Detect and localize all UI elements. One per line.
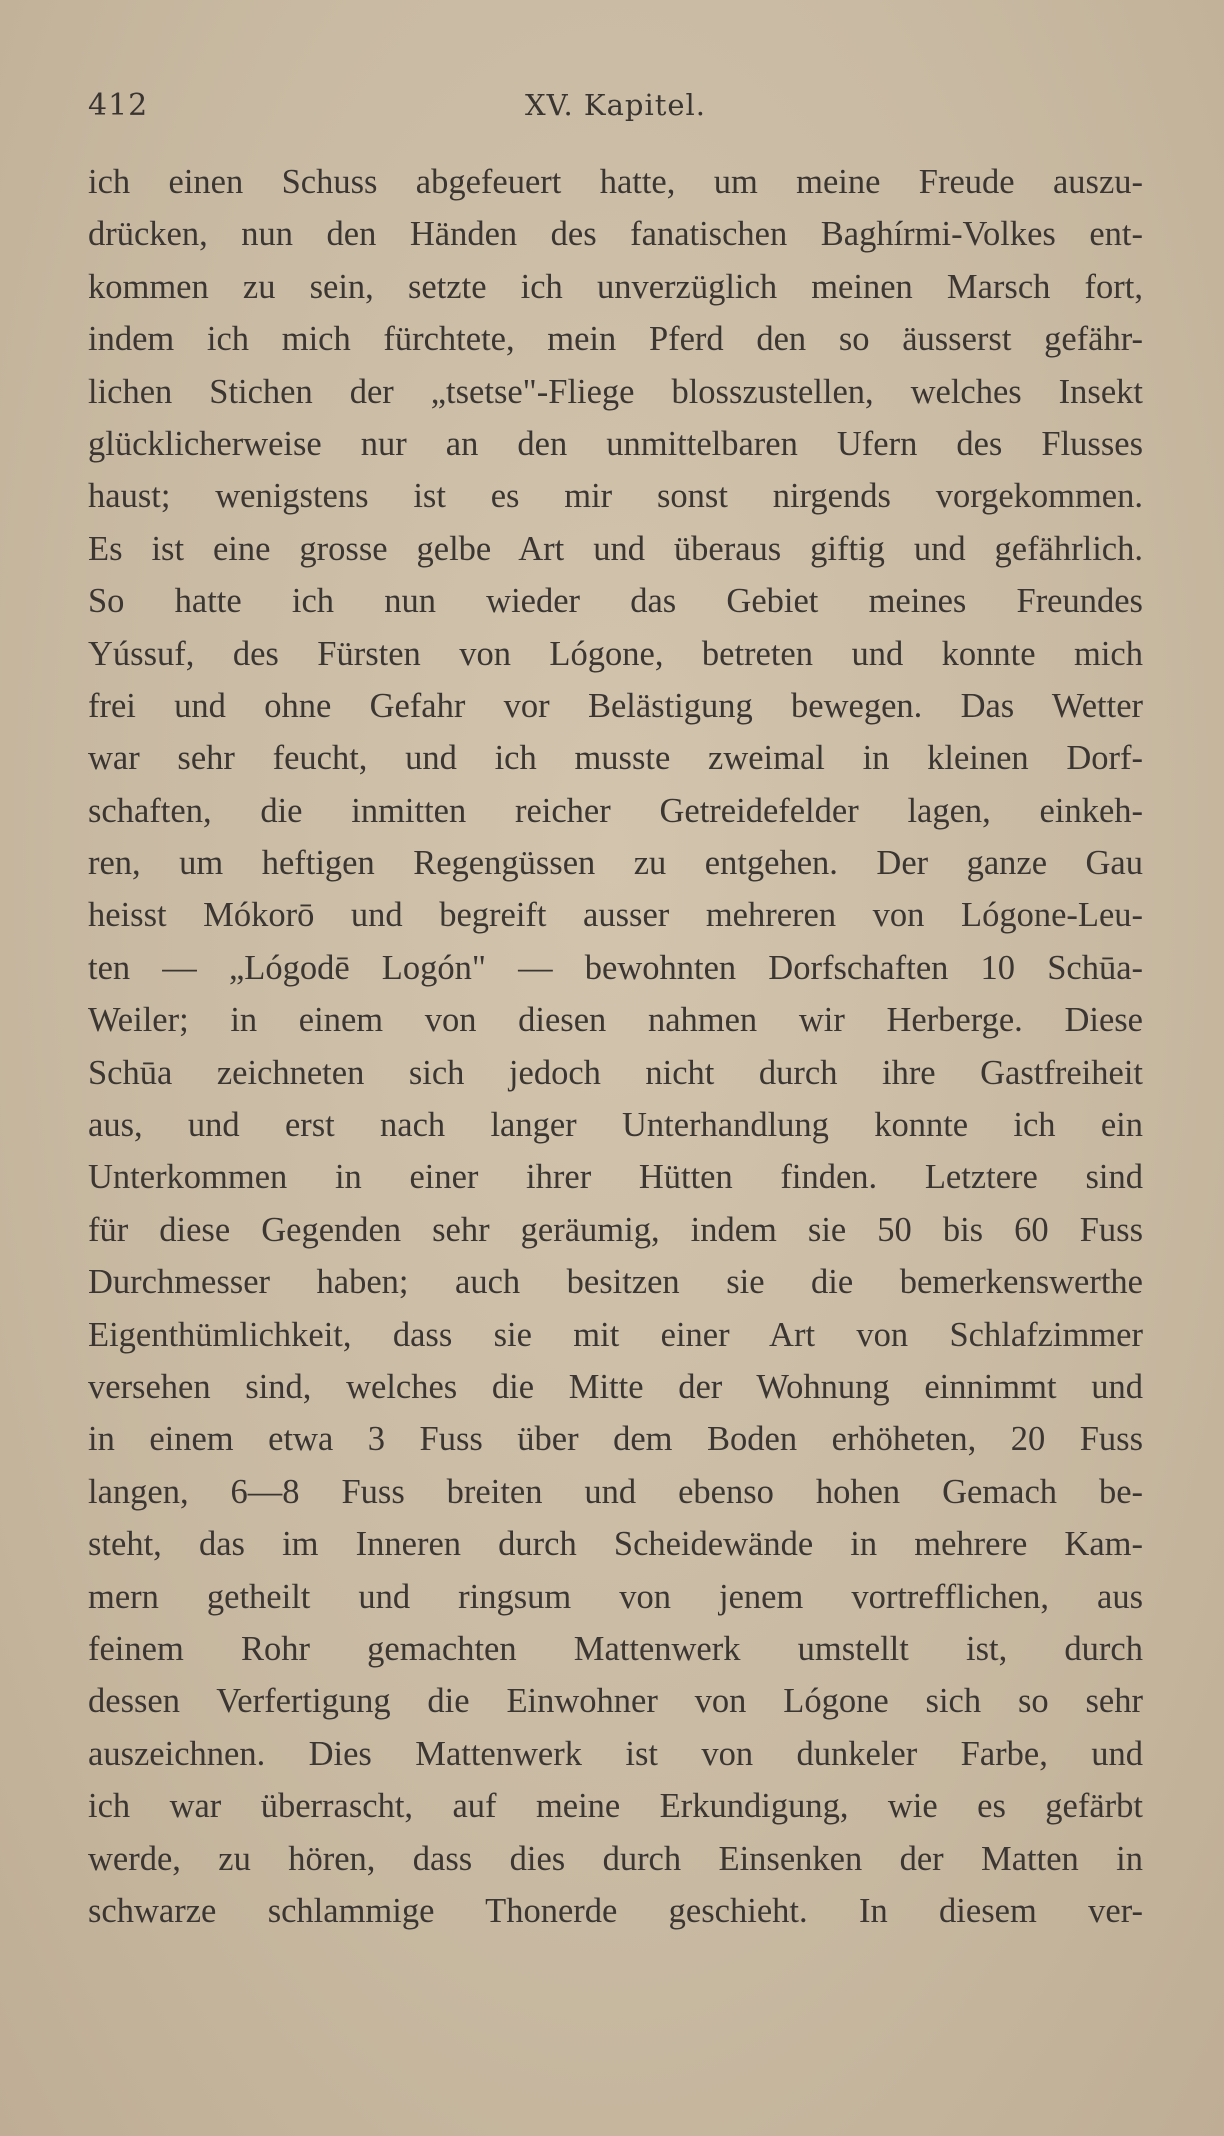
page-header (88, 88, 1143, 128)
text-line: steht, das im Inneren durch Scheidewände in mehrere Kam- (88, 1525, 1143, 1564)
text-line: ten — „Lógodē Logón" — bewohnten Dorfschaften 10 Schūa- (88, 948, 1143, 987)
text-line: langen, 6—8 Fuss breiten und ebenso hohen Gemach be- (88, 1472, 1143, 1511)
text-line: schaften, die inmitten reicher Getreidefelder lagen, einkeh- (88, 791, 1143, 830)
text-line: werde, zu hören, dass dies durch Einsenken der Matten in (88, 1839, 1143, 1878)
running-head: XV. Kapitel. (524, 88, 707, 122)
text-line: glücklicherweise nur an den unmittelbaren Ufern des Flusses (88, 424, 1143, 463)
text-line: war sehr feucht, und ich musste zweimal in kleinen Dorf- (88, 739, 1143, 778)
text-line: lichen Stichen der „tsetse"-Fliege blosszustellen, welches Insekt (88, 372, 1143, 411)
page-number: 412 (88, 88, 149, 123)
text-line: ich war überrascht, auf meine Erkundigung, wie es gefärbt (88, 1787, 1143, 1826)
text-line: kommen zu sein, setzte ich unverzüglich meinen Marsch fort, (88, 267, 1143, 306)
text-line: Eigenthümlichkeit, dass sie mit einer Art von Schlafzimmer (88, 1315, 1143, 1354)
text-line: feinem Rohr gemachten Mattenwerk umstellt ist, durch (88, 1629, 1143, 1668)
text-line: ich einen Schuss abgefeuert hatte, um meine Freude auszu- (88, 163, 1143, 201)
text-line: heisst Mókorō und begreift ausser mehreren von Lógone-Leu- (88, 896, 1143, 935)
text-line: drücken, nun den Händen des fanatischen Baghírmi-Volkes ent- (88, 215, 1143, 254)
text-line: So hatte ich nun wieder das Gebiet meines Freundes (88, 582, 1143, 621)
text-line: mern getheilt und ringsum von jenem vortrefflichen, aus (88, 1577, 1143, 1616)
text-line: Weiler; in einem von diesen nahmen wir Herberge. Diese (88, 1001, 1143, 1040)
text-line: für diese Gegenden sehr geräumig, indem sie 50 bis 60 Fuss (88, 1210, 1143, 1249)
body-text (88, 156, 1143, 1937)
text-line: in einem etwa 3 Fuss über dem Boden erhöheten, 20 Fuss (88, 1420, 1143, 1459)
text-line: frei und ohne Gefahr vor Belästigung bewegen. Das Wetter (88, 686, 1143, 725)
text-line: dessen Verfertigung die Einwohner von Lógone sich so sehr (88, 1682, 1143, 1721)
text-line: ren, um heftigen Regengüssen zu entgehen. Der ganze Gau (88, 844, 1143, 883)
text-line: Es ist eine grosse gelbe Art und überaus giftig und gefährlich. (88, 529, 1143, 568)
text-line: Yússuf, des Fürsten von Lógone, betreten und konnte mich (88, 634, 1143, 673)
text-line: indem ich mich fürchtete, mein Pferd den so äusserst gefähr- (88, 320, 1143, 359)
text-line: versehen sind, welches die Mitte der Wohnung einnimmt und (88, 1367, 1143, 1406)
text-line: haust; wenigstens ist es mir sonst nirgends vorgekommen. (88, 477, 1143, 516)
text-line: Unterkommen in einer ihrer Hütten finden. Letztere sind (88, 1158, 1143, 1197)
text-line: schwarze schlammige Thonerde geschieht. In diesem ver- (88, 1891, 1143, 1930)
text-line: Schūa zeichneten sich jedoch nicht durch ihre Gastfreiheit (88, 1053, 1143, 1092)
text-line: auszeichnen. Dies Mattenwerk ist von dunkeler Farbe, und (88, 1734, 1143, 1773)
text-line: aus, und erst nach langer Unterhandlung konnte ich ein (88, 1106, 1143, 1145)
text-line: Durchmesser haben; auch besitzen sie die bemerkenswerthe (88, 1263, 1143, 1302)
